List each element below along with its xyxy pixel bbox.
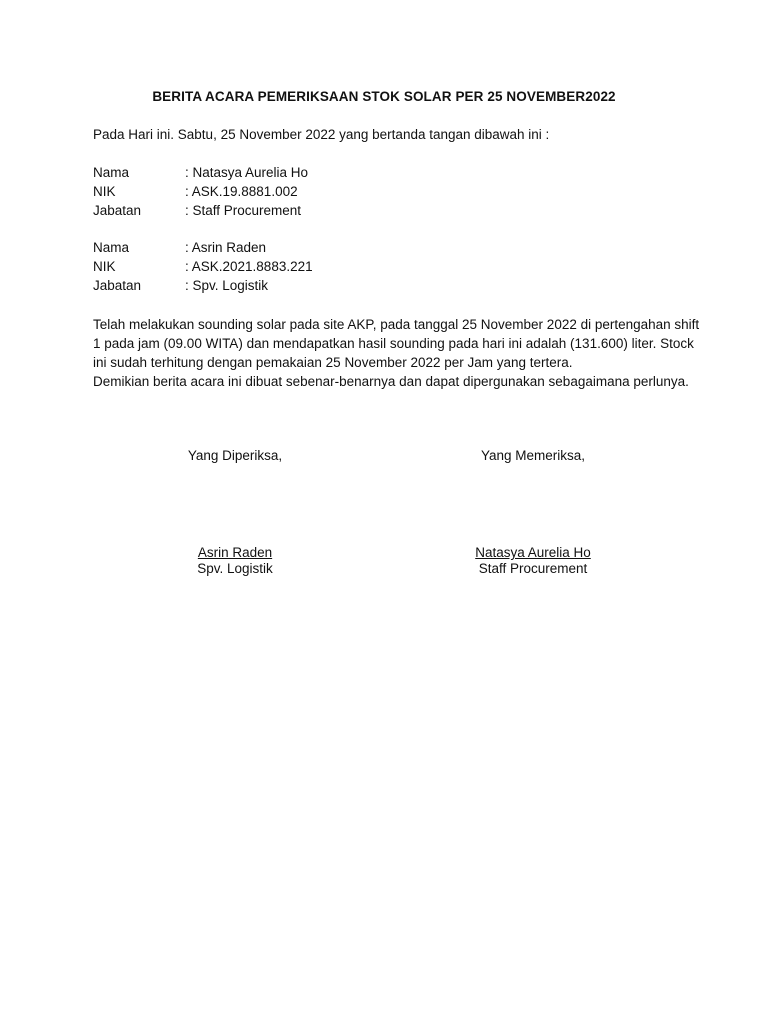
- person1-nik-value: : ASK.19.8881.002: [185, 184, 298, 199]
- signature-name-left-text: Asrin Raden: [197, 545, 273, 560]
- intro-text: Pada Hari ini. Sabtu, 25 November 2022 yang bertanda tangan dibawah ini :: [93, 127, 550, 142]
- person2-name-label: Nama: [93, 240, 130, 255]
- signature-name-right-text: Natasya Aurelia Ho: [475, 545, 591, 560]
- person2-nik-value: : ASK.2021.8883.221: [185, 259, 313, 274]
- person1-jabatan-label: Jabatan: [93, 203, 142, 218]
- body-line: Demikian berita acara ini dibuat sebenar-benarnya dan dapat dipergunakan sebagaimana perlunya.: [93, 374, 689, 389]
- person2-jabatan-label: Jabatan: [93, 278, 142, 293]
- person2-name-value: : Asrin Raden: [185, 240, 267, 255]
- body-paragraph: [93, 315, 700, 391]
- person2-nik-label: NIK: [93, 259, 116, 274]
- signature-name-left: [125, 545, 345, 560]
- body-line: Telah melakukan sounding solar pada site AKP, pada tanggal 25 November 2022 di pertengahan shift: [93, 317, 700, 332]
- signature-heading-right: Yang Memeriksa,: [480, 448, 586, 463]
- signature-role-left: Spv. Logistik: [197, 561, 273, 576]
- person1-name-value: : Natasya Aurelia Ho: [185, 165, 309, 180]
- document-title: BERITA ACARA PEMERIKSAAN STOK SOLAR PER 25 NOVEMBER2022: [152, 89, 616, 104]
- signature-role-right: Staff Procurement: [478, 561, 588, 576]
- body-line: ini sudah terhitung dengan pemakaian 25 November 2022 per Jam yang tertera.: [93, 355, 573, 370]
- body-line: 1 pada jam (09.00 WITA) dan mendapatkan hasil sounding pada hari ini adalah (131.600) liter. Stock: [93, 336, 694, 351]
- person1-jabatan-value: : Staff Procurement: [185, 203, 302, 218]
- person1-nik-label: NIK: [93, 184, 116, 199]
- signature-heading-left: Yang Diperiksa,: [187, 448, 283, 463]
- person2-jabatan-value: : Spv. Logistik: [185, 278, 269, 293]
- person1-name-label: Nama: [93, 165, 130, 180]
- signature-name-right: [423, 545, 643, 560]
